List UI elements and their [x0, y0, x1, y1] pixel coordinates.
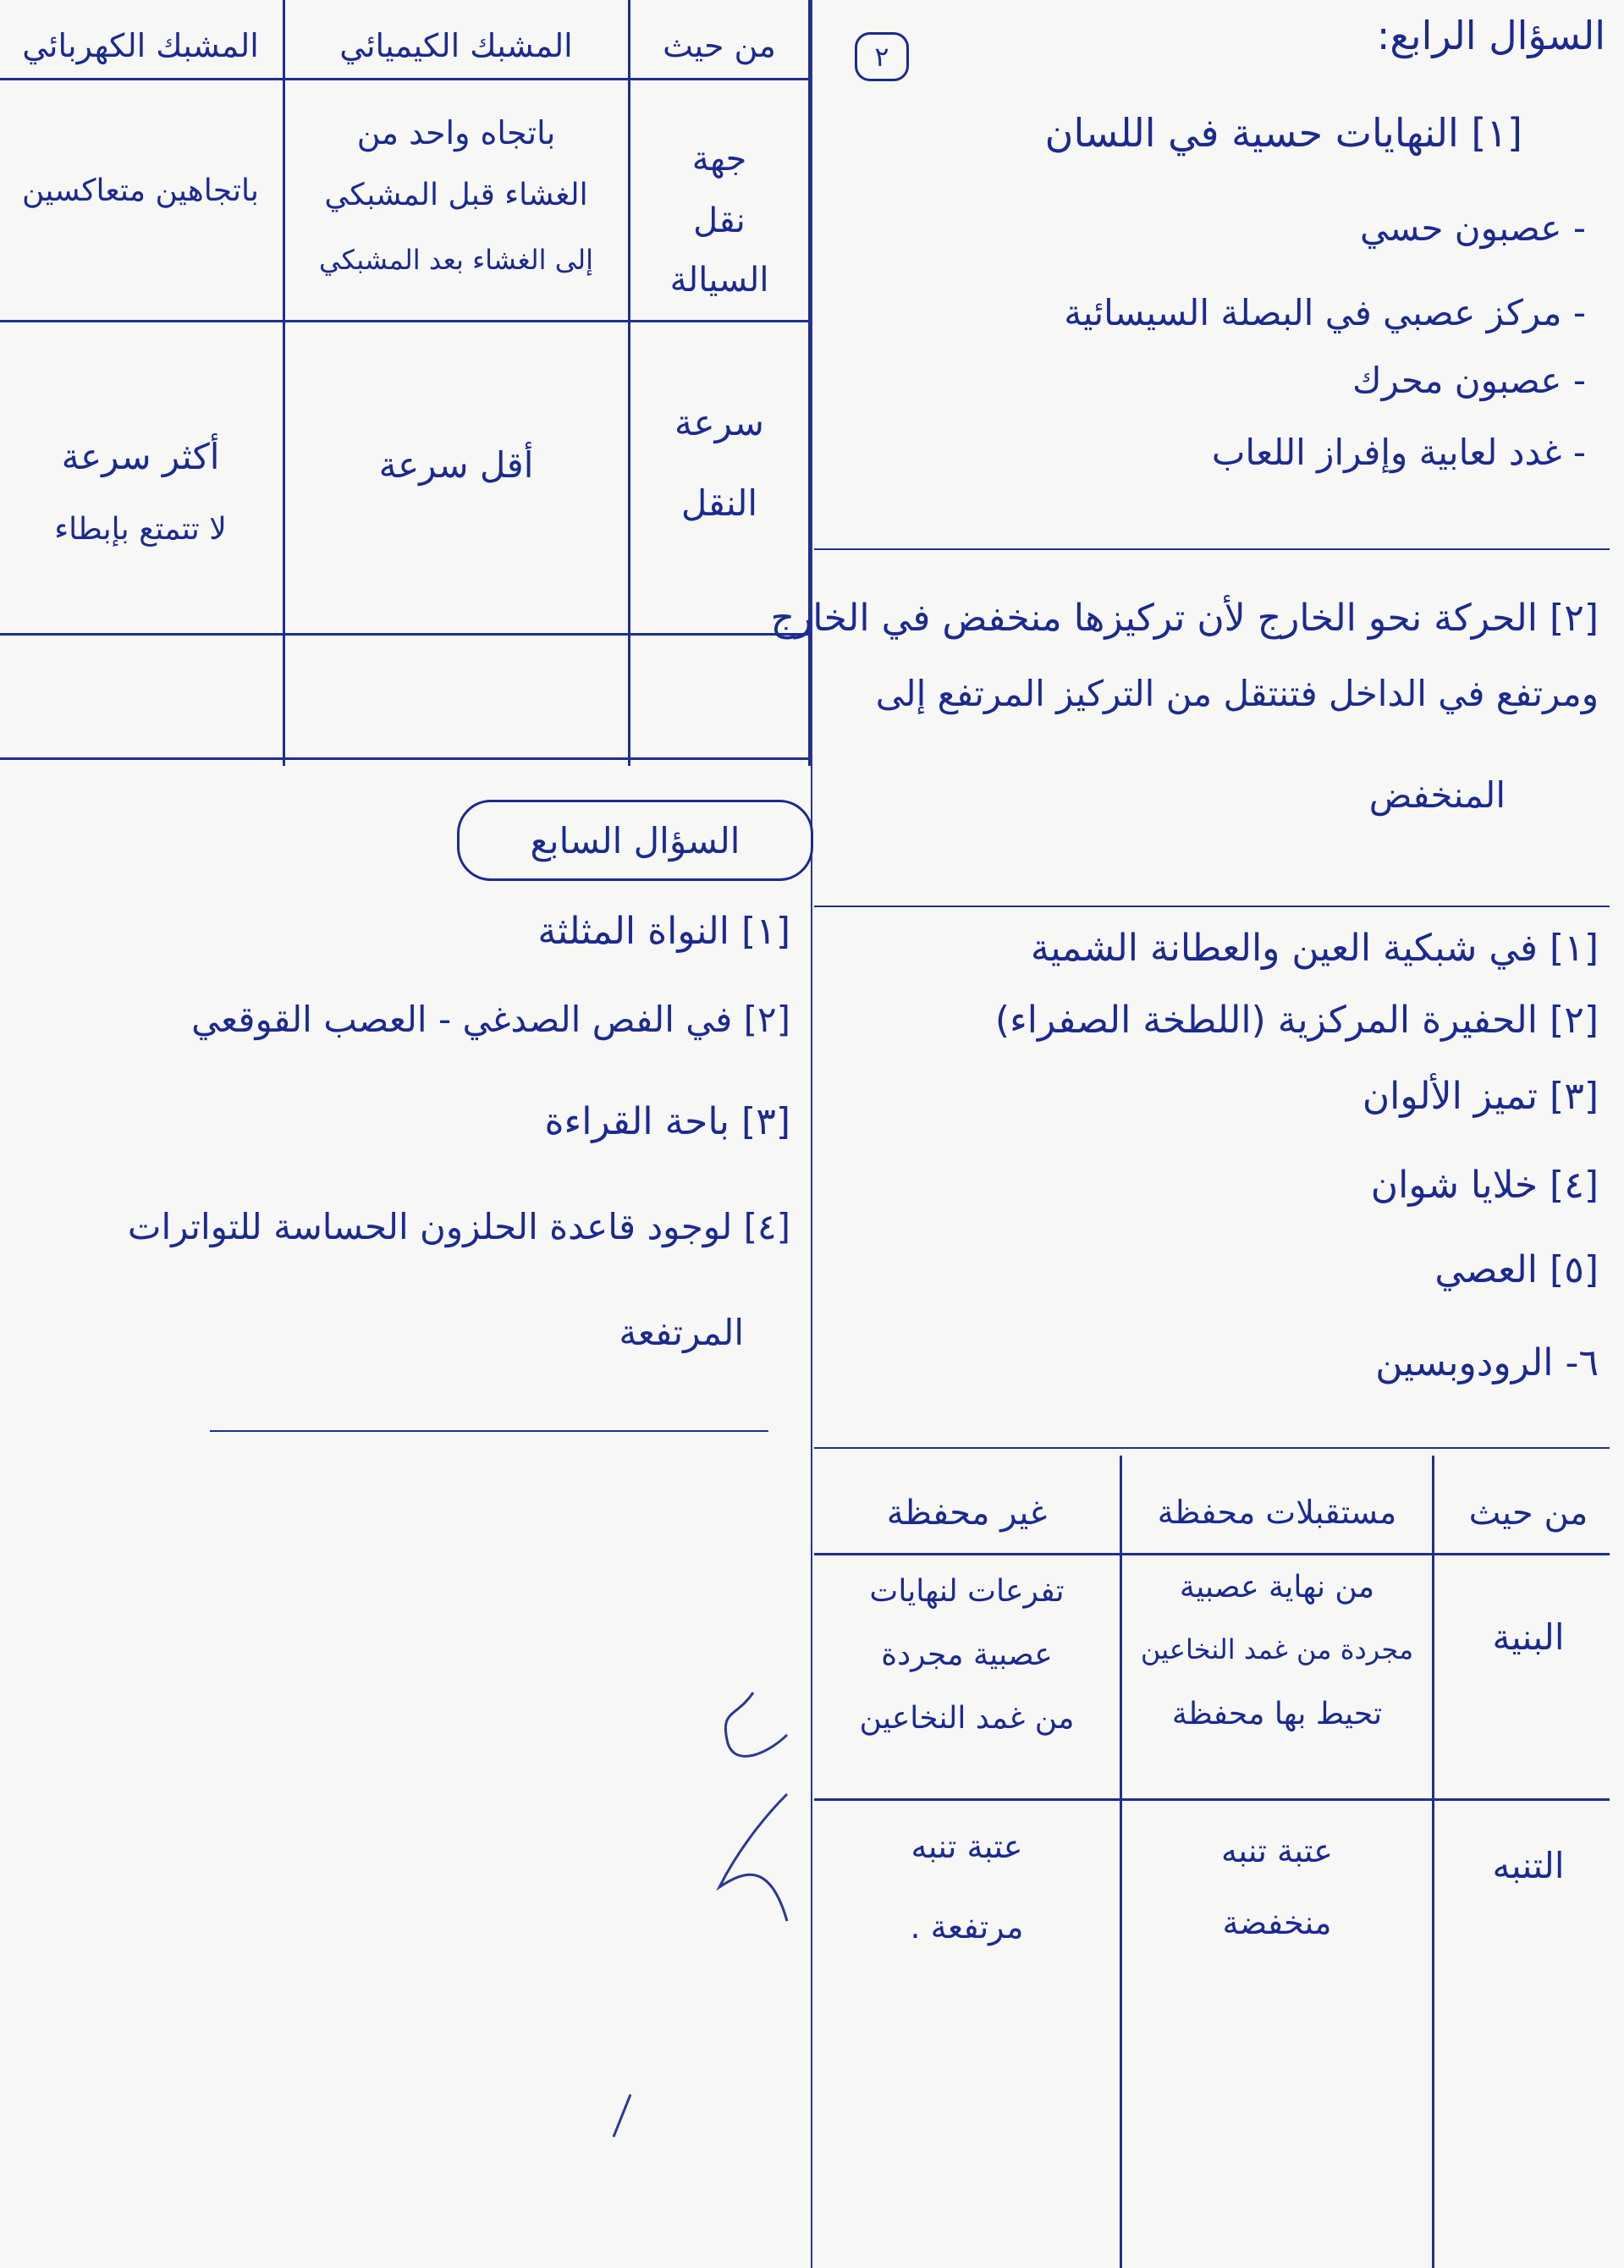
answer-line3: المنخفض	[1368, 774, 1506, 816]
row2-electrical-line1: أكثر سرعة	[61, 436, 220, 477]
row2-aspect: التنبه	[1492, 1845, 1565, 1886]
header-electrical: المشبك الكهربائي	[22, 27, 259, 64]
row2-chemical: أقل سرعة	[378, 444, 534, 486]
question4-bullet1: - عصبون حسي	[1360, 207, 1586, 249]
row2-enc-line1: عتبة تنبه	[1221, 1832, 1333, 1869]
table-divider	[628, 0, 630, 766]
q7-item-2: [٢] في الفص الصدغي - العصب القوقعي	[191, 999, 790, 1040]
section-divider	[814, 906, 1610, 907]
table-divider	[0, 320, 811, 322]
header-free: غير محفظة	[886, 1494, 1048, 1533]
table-divider	[1432, 1456, 1434, 2268]
q7-item-3: [٣] باحة القراءة	[544, 1100, 790, 1143]
header-aspect: من حيث	[663, 27, 776, 64]
list-item-2: [٢] الحفيرة المركزية (اللطخة الصفراء)	[994, 999, 1599, 1042]
q7-item-1: [١] النواة المثلثة	[537, 910, 790, 953]
row2-electrical-line2: لا تتمتع بإبطاء	[54, 512, 227, 547]
row1-free-line3: من غمد النخاعين	[859, 1701, 1075, 1736]
section-divider	[814, 1447, 1610, 1449]
section-divider	[814, 548, 1610, 550]
question4-title: السؤال الرابع:	[1376, 13, 1605, 58]
row1-electrical: باتجاهين متعاكسين	[22, 173, 259, 208]
q7-item-4: [٤] لوجود قاعدة الحلزون الحساسة للتواترات	[127, 1206, 790, 1247]
question7-title: السؤال السابع	[530, 819, 740, 862]
q7-item-4-cont: المرتفعة	[619, 1312, 744, 1353]
answer-line1: [٢] الحركة نحو الخارج لأن تركيزها منخفض في الخارج	[770, 597, 1599, 640]
row1-aspect: البنية	[1492, 1616, 1565, 1658]
row2-enc-line2: منخفضة	[1222, 1904, 1332, 1941]
row2-free-line2: مرتفعة .	[910, 1908, 1024, 1946]
answer-line2: ومرتفع في الداخل فتنتقل من التركيز المرتفع إلى	[875, 673, 1599, 714]
table-divider	[283, 0, 285, 766]
row2-free-line1: عتبة تنبه	[911, 1828, 1023, 1865]
question4-bullet3: - عصبون محرك	[1352, 360, 1586, 401]
header-chemical: المشبك الكيميائي	[339, 27, 573, 64]
row1-free-line2: عصبية مجردة	[881, 1638, 1053, 1672]
row1-aspect-line2: نقل	[693, 201, 746, 240]
row2-aspect-line2: النقل	[680, 482, 758, 524]
list-item-3: [٣] تميز الألوان	[1362, 1075, 1599, 1118]
table-divider	[1120, 1456, 1122, 2268]
page-column-divider	[811, 0, 812, 2268]
row1-enc-line1: من نهاية عصبية	[1179, 1570, 1375, 1605]
list-item-4: [٤] خلايا شوان	[1370, 1164, 1599, 1207]
table-divider	[0, 78, 811, 80]
question4-item1: [١] النهايات حسية في اللسان	[1044, 110, 1522, 156]
section-divider	[210, 1430, 768, 1432]
row1-chemical-line2: الغشاء قبل المشبكي	[324, 178, 588, 212]
table-divider	[814, 1553, 1610, 1555]
grading-check-mark	[702, 1676, 804, 1929]
question7-title-box	[457, 800, 813, 881]
list-item-5: [٥] العصي	[1434, 1248, 1599, 1291]
row1-free-line1: تفرعات لنهايات	[869, 1574, 1065, 1609]
row1-enc-line2: مجردة من غمد النخاعين	[1140, 1633, 1414, 1665]
question4-bullet4: - غدد لعابية وإفراز اللعاب	[1211, 432, 1586, 473]
row1-aspect-line3: السيالة	[669, 261, 769, 300]
question4-bullet2: - مركز عصبي في البصلة السيسائية	[1064, 292, 1586, 333]
list-item-1: [١] في شبكية العين والعطانة الشمية	[1030, 927, 1599, 970]
list-item-6: ٦- الرودوبسين	[1375, 1341, 1599, 1384]
pen-stroke-mark	[605, 2090, 639, 2141]
row1-chemical-line1: باتجاه واحد من	[356, 114, 556, 151]
row1-chemical-line3: إلى الغشاء بعد المشبكي	[318, 244, 594, 276]
page-number-badge: ٢	[855, 32, 909, 81]
row2-aspect-line1: سرعة	[674, 402, 764, 443]
table-divider	[0, 633, 811, 636]
table-divider	[814, 1798, 1610, 1801]
row1-aspect-line1: جهة	[691, 140, 747, 179]
header-aspect-2: من حيث	[1468, 1494, 1588, 1533]
header-encapsulated: مستقبلات محفظة	[1157, 1494, 1397, 1531]
row1-enc-line3: تحيط بها محفظة	[1171, 1697, 1383, 1731]
table-divider	[0, 757, 811, 760]
